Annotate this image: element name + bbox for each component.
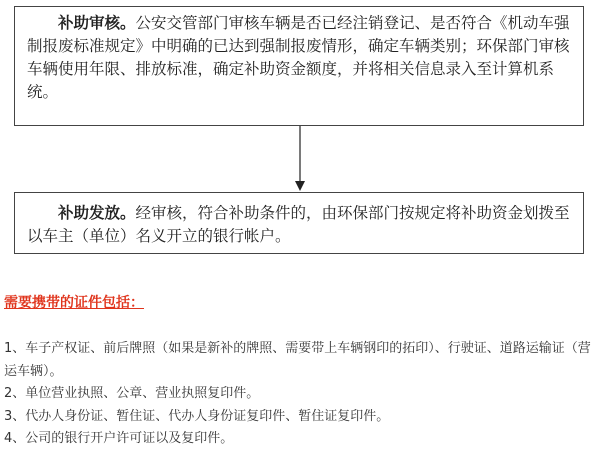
step-box-subsidy-review xyxy=(14,6,584,126)
documents-heading: 需要携带的证件包括： xyxy=(4,295,144,311)
step-lead: 补助审核。 xyxy=(58,13,136,32)
step-text: 经审核，符合补助条件的，由环保部门按规定将补助资金划拨至以车主（单位）名义开立的银行帐户。 xyxy=(27,204,570,245)
step-paragraph xyxy=(27,201,573,248)
step-paragraph xyxy=(27,11,573,104)
step-text: 公安交管部门审核车辆是否已经注销登记、是否符合《机动车强制报废标准规定》中明确的已达到强制报废情形，确定车辆类别；环保部门审核车辆使用年限、排放标准，确定补助资金额度，并将相关信息录入至计算机系统。 xyxy=(27,14,570,101)
documents-list xyxy=(4,338,596,451)
list-item: 1、车子产权证、前后牌照（如果是新补的牌照、需要带上车辆钢印的拓印）、行驶证、道路运输证（营运车辆）。 xyxy=(4,341,591,379)
list-item: 4、公司的银行开户许可证以及复印件。 xyxy=(4,431,234,446)
step-lead: 补助发放。 xyxy=(58,203,136,222)
list-item: 2、单位营业执照、公章、营业执照复印件。 xyxy=(4,386,260,401)
down-arrow-icon xyxy=(292,126,308,192)
step-box-subsidy-payment xyxy=(14,192,584,254)
list-item: 3、代办人身份证、暂住证、代办人身份证复印件、暂住证复印件。 xyxy=(4,408,390,424)
